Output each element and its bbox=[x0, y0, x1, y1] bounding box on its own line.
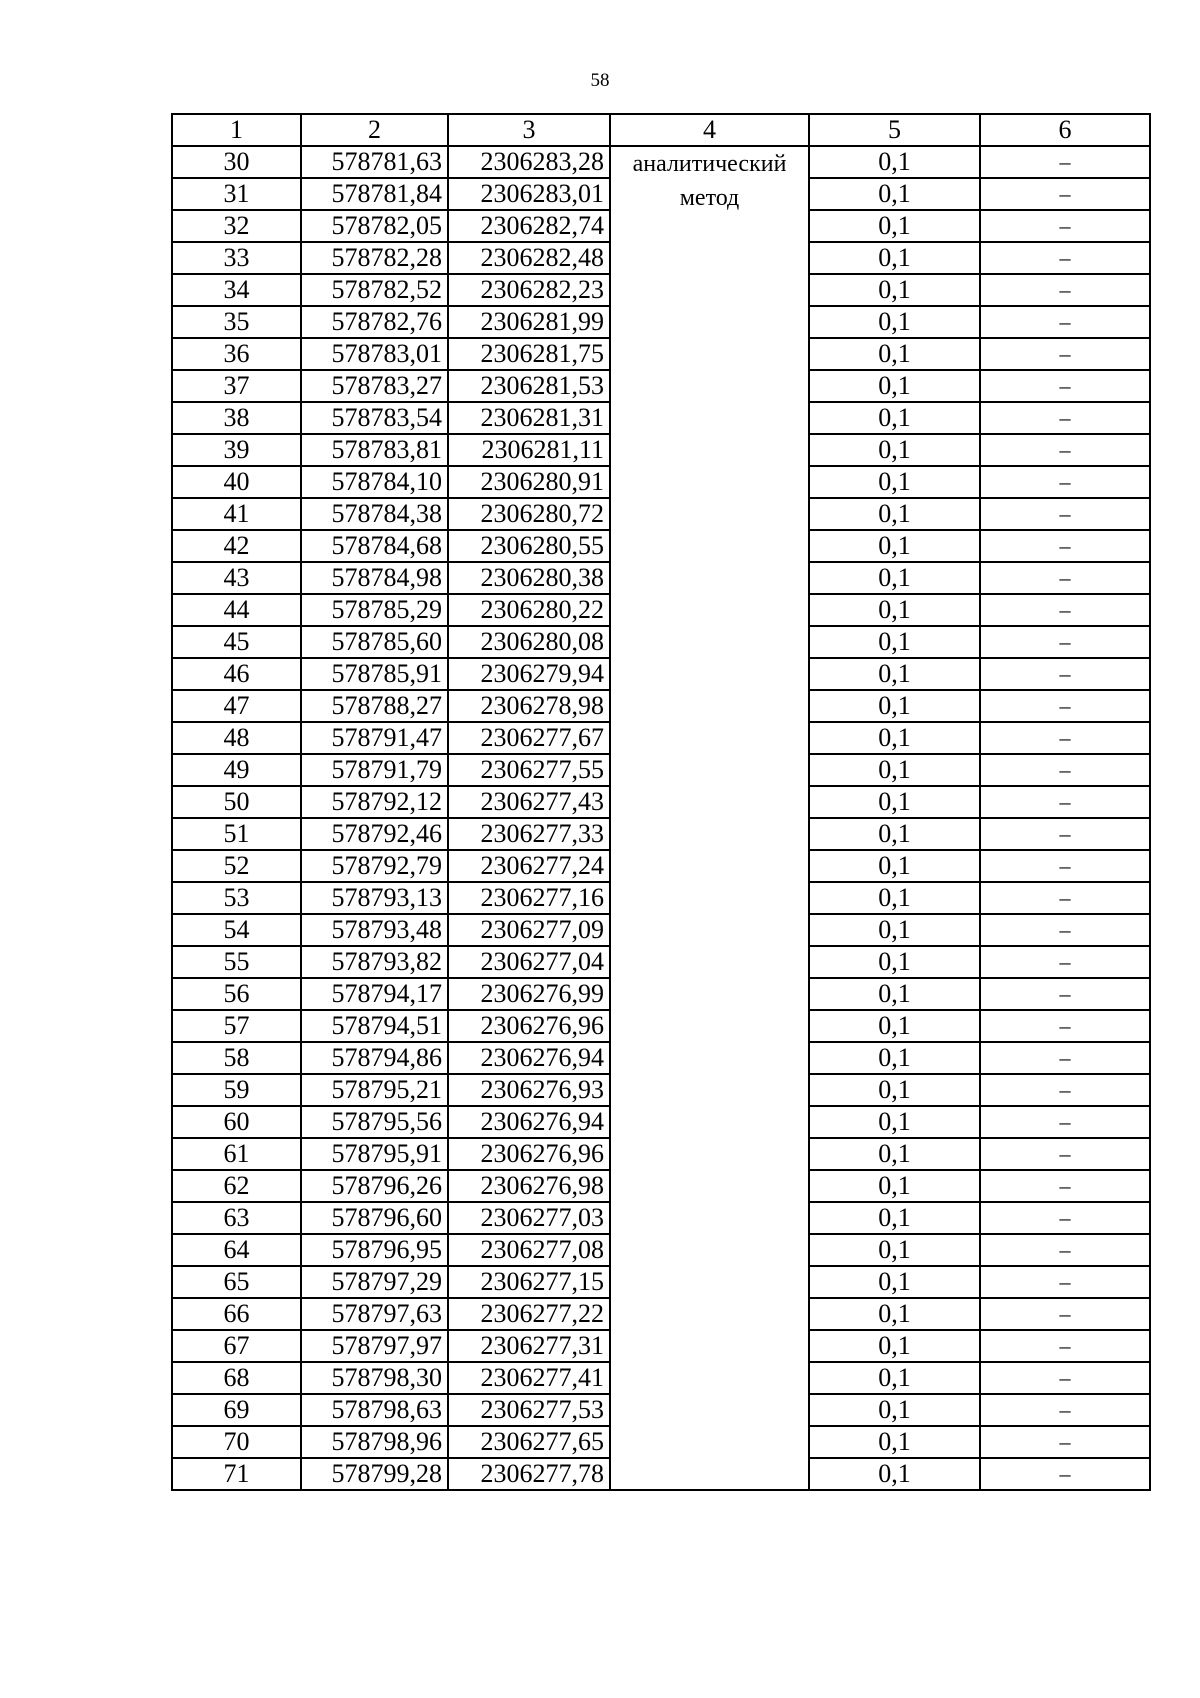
point-number-cell: 43 bbox=[172, 562, 301, 594]
header-cell-2: 2 bbox=[301, 114, 448, 146]
coordinates-table bbox=[171, 113, 1151, 1491]
y-coordinate-cell: 2306277,78 bbox=[448, 1458, 610, 1490]
accuracy-cell: 0,1 bbox=[809, 754, 980, 786]
y-coordinate-cell: 2306282,23 bbox=[448, 274, 610, 306]
point-number-cell: 56 bbox=[172, 978, 301, 1010]
accuracy-cell: 0,1 bbox=[809, 1106, 980, 1138]
accuracy-cell: 0,1 bbox=[809, 1330, 980, 1362]
y-coordinate-cell: 2306280,08 bbox=[448, 626, 610, 658]
y-coordinate-cell: 2306277,31 bbox=[448, 1330, 610, 1362]
point-number-cell: 63 bbox=[172, 1202, 301, 1234]
x-coordinate-cell: 578793,13 bbox=[301, 882, 448, 914]
accuracy-cell: 0,1 bbox=[809, 466, 980, 498]
x-coordinate-cell: 578797,29 bbox=[301, 1266, 448, 1298]
note-cell: – bbox=[980, 1266, 1150, 1298]
y-coordinate-cell: 2306276,94 bbox=[448, 1042, 610, 1074]
point-number-cell: 57 bbox=[172, 1010, 301, 1042]
x-coordinate-cell: 578785,91 bbox=[301, 658, 448, 690]
x-coordinate-cell: 578783,01 bbox=[301, 338, 448, 370]
y-coordinate-cell: 2306281,11 bbox=[448, 434, 610, 466]
accuracy-cell: 0,1 bbox=[809, 242, 980, 274]
note-cell: – bbox=[980, 1010, 1150, 1042]
point-number-cell: 64 bbox=[172, 1234, 301, 1266]
note-cell: – bbox=[980, 1330, 1150, 1362]
note-cell: – bbox=[980, 178, 1150, 210]
x-coordinate-cell: 578796,60 bbox=[301, 1202, 448, 1234]
note-cell: – bbox=[980, 466, 1150, 498]
y-coordinate-cell: 2306276,96 bbox=[448, 1010, 610, 1042]
y-coordinate-cell: 2306277,43 bbox=[448, 786, 610, 818]
accuracy-cell: 0,1 bbox=[809, 434, 980, 466]
accuracy-cell: 0,1 bbox=[809, 978, 980, 1010]
table-row bbox=[172, 146, 1150, 178]
point-number-cell: 34 bbox=[172, 274, 301, 306]
accuracy-cell: 0,1 bbox=[809, 946, 980, 978]
x-coordinate-cell: 578785,60 bbox=[301, 626, 448, 658]
y-coordinate-cell: 2306281,53 bbox=[448, 370, 610, 402]
y-coordinate-cell: 2306277,22 bbox=[448, 1298, 610, 1330]
y-coordinate-cell: 2306277,24 bbox=[448, 850, 610, 882]
x-coordinate-cell: 578785,29 bbox=[301, 594, 448, 626]
y-coordinate-cell: 2306282,48 bbox=[448, 242, 610, 274]
table-body bbox=[172, 114, 1150, 1490]
accuracy-cell: 0,1 bbox=[809, 1298, 980, 1330]
x-coordinate-cell: 578793,48 bbox=[301, 914, 448, 946]
y-coordinate-cell: 2306281,99 bbox=[448, 306, 610, 338]
accuracy-cell: 0,1 bbox=[809, 786, 980, 818]
point-number-cell: 45 bbox=[172, 626, 301, 658]
accuracy-cell: 0,1 bbox=[809, 1042, 980, 1074]
y-coordinate-cell: 2306276,99 bbox=[448, 978, 610, 1010]
point-number-cell: 68 bbox=[172, 1362, 301, 1394]
point-number-cell: 61 bbox=[172, 1138, 301, 1170]
accuracy-cell: 0,1 bbox=[809, 722, 980, 754]
point-number-cell: 48 bbox=[172, 722, 301, 754]
accuracy-cell: 0,1 bbox=[809, 1202, 980, 1234]
x-coordinate-cell: 578794,51 bbox=[301, 1010, 448, 1042]
x-coordinate-cell: 578783,54 bbox=[301, 402, 448, 434]
note-cell: – bbox=[980, 1202, 1150, 1234]
note-cell: – bbox=[980, 306, 1150, 338]
accuracy-cell: 0,1 bbox=[809, 402, 980, 434]
point-number-cell: 31 bbox=[172, 178, 301, 210]
point-number-cell: 47 bbox=[172, 690, 301, 722]
header-row bbox=[172, 114, 1150, 146]
y-coordinate-cell: 2306278,98 bbox=[448, 690, 610, 722]
accuracy-cell: 0,1 bbox=[809, 1234, 980, 1266]
y-coordinate-cell: 2306280,38 bbox=[448, 562, 610, 594]
accuracy-cell: 0,1 bbox=[809, 146, 980, 178]
y-coordinate-cell: 2306277,08 bbox=[448, 1234, 610, 1266]
x-coordinate-cell: 578794,86 bbox=[301, 1042, 448, 1074]
accuracy-cell: 0,1 bbox=[809, 210, 980, 242]
x-coordinate-cell: 578792,46 bbox=[301, 818, 448, 850]
point-number-cell: 51 bbox=[172, 818, 301, 850]
y-coordinate-cell: 2306280,55 bbox=[448, 530, 610, 562]
point-number-cell: 71 bbox=[172, 1458, 301, 1490]
x-coordinate-cell: 578782,28 bbox=[301, 242, 448, 274]
accuracy-cell: 0,1 bbox=[809, 690, 980, 722]
note-cell: – bbox=[980, 1234, 1150, 1266]
note-cell: – bbox=[980, 658, 1150, 690]
note-cell: – bbox=[980, 690, 1150, 722]
point-number-cell: 69 bbox=[172, 1394, 301, 1426]
accuracy-cell: 0,1 bbox=[809, 530, 980, 562]
x-coordinate-cell: 578781,84 bbox=[301, 178, 448, 210]
accuracy-cell: 0,1 bbox=[809, 1170, 980, 1202]
point-number-cell: 32 bbox=[172, 210, 301, 242]
accuracy-cell: 0,1 bbox=[809, 626, 980, 658]
point-number-cell: 40 bbox=[172, 466, 301, 498]
accuracy-cell: 0,1 bbox=[809, 1138, 980, 1170]
y-coordinate-cell: 2306277,04 bbox=[448, 946, 610, 978]
accuracy-cell: 0,1 bbox=[809, 882, 980, 914]
point-number-cell: 66 bbox=[172, 1298, 301, 1330]
point-number-cell: 60 bbox=[172, 1106, 301, 1138]
x-coordinate-cell: 578798,63 bbox=[301, 1394, 448, 1426]
note-cell: – bbox=[980, 370, 1150, 402]
note-cell: – bbox=[980, 914, 1150, 946]
point-number-cell: 53 bbox=[172, 882, 301, 914]
y-coordinate-cell: 2306277,33 bbox=[448, 818, 610, 850]
x-coordinate-cell: 578793,82 bbox=[301, 946, 448, 978]
y-coordinate-cell: 2306277,67 bbox=[448, 722, 610, 754]
y-coordinate-cell: 2306283,28 bbox=[448, 146, 610, 178]
accuracy-cell: 0,1 bbox=[809, 1426, 980, 1458]
y-coordinate-cell: 2306279,94 bbox=[448, 658, 610, 690]
point-number-cell: 46 bbox=[172, 658, 301, 690]
y-coordinate-cell: 2306277,53 bbox=[448, 1394, 610, 1426]
y-coordinate-cell: 2306277,09 bbox=[448, 914, 610, 946]
method-line: аналитический bbox=[632, 151, 787, 177]
x-coordinate-cell: 578796,95 bbox=[301, 1234, 448, 1266]
note-cell: – bbox=[980, 338, 1150, 370]
y-coordinate-cell: 2306280,91 bbox=[448, 466, 610, 498]
accuracy-cell: 0,1 bbox=[809, 818, 980, 850]
accuracy-cell: 0,1 bbox=[809, 1362, 980, 1394]
point-number-cell: 70 bbox=[172, 1426, 301, 1458]
accuracy-cell: 0,1 bbox=[809, 1266, 980, 1298]
note-cell: – bbox=[980, 1138, 1150, 1170]
x-coordinate-cell: 578798,96 bbox=[301, 1426, 448, 1458]
x-coordinate-cell: 578784,98 bbox=[301, 562, 448, 594]
note-cell: – bbox=[980, 818, 1150, 850]
y-coordinate-cell: 2306276,93 bbox=[448, 1074, 610, 1106]
y-coordinate-cell: 2306283,01 bbox=[448, 178, 610, 210]
note-cell: – bbox=[980, 530, 1150, 562]
x-coordinate-cell: 578781,63 bbox=[301, 146, 448, 178]
y-coordinate-cell: 2306281,31 bbox=[448, 402, 610, 434]
point-number-cell: 41 bbox=[172, 498, 301, 530]
point-number-cell: 65 bbox=[172, 1266, 301, 1298]
note-cell: – bbox=[980, 1426, 1150, 1458]
y-coordinate-cell: 2306276,96 bbox=[448, 1138, 610, 1170]
note-cell: – bbox=[980, 146, 1150, 178]
note-cell: – bbox=[980, 402, 1150, 434]
note-cell: – bbox=[980, 594, 1150, 626]
x-coordinate-cell: 578795,21 bbox=[301, 1074, 448, 1106]
header-cell-6: 6 bbox=[980, 114, 1150, 146]
header-cell-3: 3 bbox=[448, 114, 610, 146]
x-coordinate-cell: 578791,79 bbox=[301, 754, 448, 786]
point-number-cell: 36 bbox=[172, 338, 301, 370]
accuracy-cell: 0,1 bbox=[809, 498, 980, 530]
note-cell: – bbox=[980, 434, 1150, 466]
note-cell: – bbox=[980, 1298, 1150, 1330]
note-cell: – bbox=[980, 1362, 1150, 1394]
point-number-cell: 39 bbox=[172, 434, 301, 466]
note-cell: – bbox=[980, 1170, 1150, 1202]
accuracy-cell: 0,1 bbox=[809, 562, 980, 594]
x-coordinate-cell: 578796,26 bbox=[301, 1170, 448, 1202]
x-coordinate-cell: 578782,76 bbox=[301, 306, 448, 338]
accuracy-cell: 0,1 bbox=[809, 1074, 980, 1106]
x-coordinate-cell: 578784,68 bbox=[301, 530, 448, 562]
x-coordinate-cell: 578797,97 bbox=[301, 1330, 448, 1362]
method-cell bbox=[610, 146, 809, 1490]
note-cell: – bbox=[980, 562, 1150, 594]
accuracy-cell: 0,1 bbox=[809, 178, 980, 210]
point-number-cell: 33 bbox=[172, 242, 301, 274]
note-cell: – bbox=[980, 850, 1150, 882]
page-number: 58 bbox=[590, 70, 610, 91]
note-cell: – bbox=[980, 1394, 1150, 1426]
y-coordinate-cell: 2306277,41 bbox=[448, 1362, 610, 1394]
x-coordinate-cell: 578782,05 bbox=[301, 210, 448, 242]
accuracy-cell: 0,1 bbox=[809, 1394, 980, 1426]
point-number-cell: 50 bbox=[172, 786, 301, 818]
accuracy-cell: 0,1 bbox=[809, 914, 980, 946]
accuracy-cell: 0,1 bbox=[809, 370, 980, 402]
note-cell: – bbox=[980, 1106, 1150, 1138]
note-cell: – bbox=[980, 978, 1150, 1010]
point-number-cell: 59 bbox=[172, 1074, 301, 1106]
accuracy-cell: 0,1 bbox=[809, 274, 980, 306]
x-coordinate-cell: 578799,28 bbox=[301, 1458, 448, 1490]
note-cell: – bbox=[980, 722, 1150, 754]
point-number-cell: 58 bbox=[172, 1042, 301, 1074]
header-cell-4: 4 bbox=[610, 114, 809, 146]
point-number-cell: 30 bbox=[172, 146, 301, 178]
accuracy-cell: 0,1 bbox=[809, 1458, 980, 1490]
y-coordinate-cell: 2306281,75 bbox=[448, 338, 610, 370]
method-line: метод bbox=[679, 185, 740, 211]
header-cell-5: 5 bbox=[809, 114, 980, 146]
accuracy-cell: 0,1 bbox=[809, 1010, 980, 1042]
x-coordinate-cell: 578792,79 bbox=[301, 850, 448, 882]
note-cell: – bbox=[980, 1042, 1150, 1074]
x-coordinate-cell: 578784,38 bbox=[301, 498, 448, 530]
y-coordinate-cell: 2306276,98 bbox=[448, 1170, 610, 1202]
x-coordinate-cell: 578783,27 bbox=[301, 370, 448, 402]
x-coordinate-cell: 578782,52 bbox=[301, 274, 448, 306]
y-coordinate-cell: 2306277,55 bbox=[448, 754, 610, 786]
point-number-cell: 54 bbox=[172, 914, 301, 946]
point-number-cell: 42 bbox=[172, 530, 301, 562]
note-cell: – bbox=[980, 754, 1150, 786]
accuracy-cell: 0,1 bbox=[809, 306, 980, 338]
header-cell-1: 1 bbox=[172, 114, 301, 146]
note-cell: – bbox=[980, 242, 1150, 274]
y-coordinate-cell: 2306277,16 bbox=[448, 882, 610, 914]
accuracy-cell: 0,1 bbox=[809, 658, 980, 690]
note-cell: – bbox=[980, 882, 1150, 914]
x-coordinate-cell: 578794,17 bbox=[301, 978, 448, 1010]
note-cell: – bbox=[980, 498, 1150, 530]
accuracy-cell: 0,1 bbox=[809, 594, 980, 626]
accuracy-cell: 0,1 bbox=[809, 850, 980, 882]
x-coordinate-cell: 578792,12 bbox=[301, 786, 448, 818]
x-coordinate-cell: 578783,81 bbox=[301, 434, 448, 466]
x-coordinate-cell: 578795,56 bbox=[301, 1106, 448, 1138]
note-cell: – bbox=[980, 946, 1150, 978]
y-coordinate-cell: 2306277,65 bbox=[448, 1426, 610, 1458]
point-number-cell: 55 bbox=[172, 946, 301, 978]
y-coordinate-cell: 2306276,94 bbox=[448, 1106, 610, 1138]
point-number-cell: 44 bbox=[172, 594, 301, 626]
y-coordinate-cell: 2306282,74 bbox=[448, 210, 610, 242]
x-coordinate-cell: 578784,10 bbox=[301, 466, 448, 498]
x-coordinate-cell: 578788,27 bbox=[301, 690, 448, 722]
point-number-cell: 62 bbox=[172, 1170, 301, 1202]
accuracy-cell: 0,1 bbox=[809, 338, 980, 370]
y-coordinate-cell: 2306280,22 bbox=[448, 594, 610, 626]
note-cell: – bbox=[980, 786, 1150, 818]
note-cell: – bbox=[980, 626, 1150, 658]
note-cell: – bbox=[980, 210, 1150, 242]
note-cell: – bbox=[980, 274, 1150, 306]
x-coordinate-cell: 578795,91 bbox=[301, 1138, 448, 1170]
x-coordinate-cell: 578797,63 bbox=[301, 1298, 448, 1330]
point-number-cell: 49 bbox=[172, 754, 301, 786]
point-number-cell: 38 bbox=[172, 402, 301, 434]
point-number-cell: 67 bbox=[172, 1330, 301, 1362]
note-cell: – bbox=[980, 1074, 1150, 1106]
x-coordinate-cell: 578798,30 bbox=[301, 1362, 448, 1394]
y-coordinate-cell: 2306277,03 bbox=[448, 1202, 610, 1234]
point-number-cell: 37 bbox=[172, 370, 301, 402]
note-cell: – bbox=[980, 1458, 1150, 1490]
y-coordinate-cell: 2306277,15 bbox=[448, 1266, 610, 1298]
point-number-cell: 35 bbox=[172, 306, 301, 338]
y-coordinate-cell: 2306280,72 bbox=[448, 498, 610, 530]
x-coordinate-cell: 578791,47 bbox=[301, 722, 448, 754]
point-number-cell: 52 bbox=[172, 850, 301, 882]
